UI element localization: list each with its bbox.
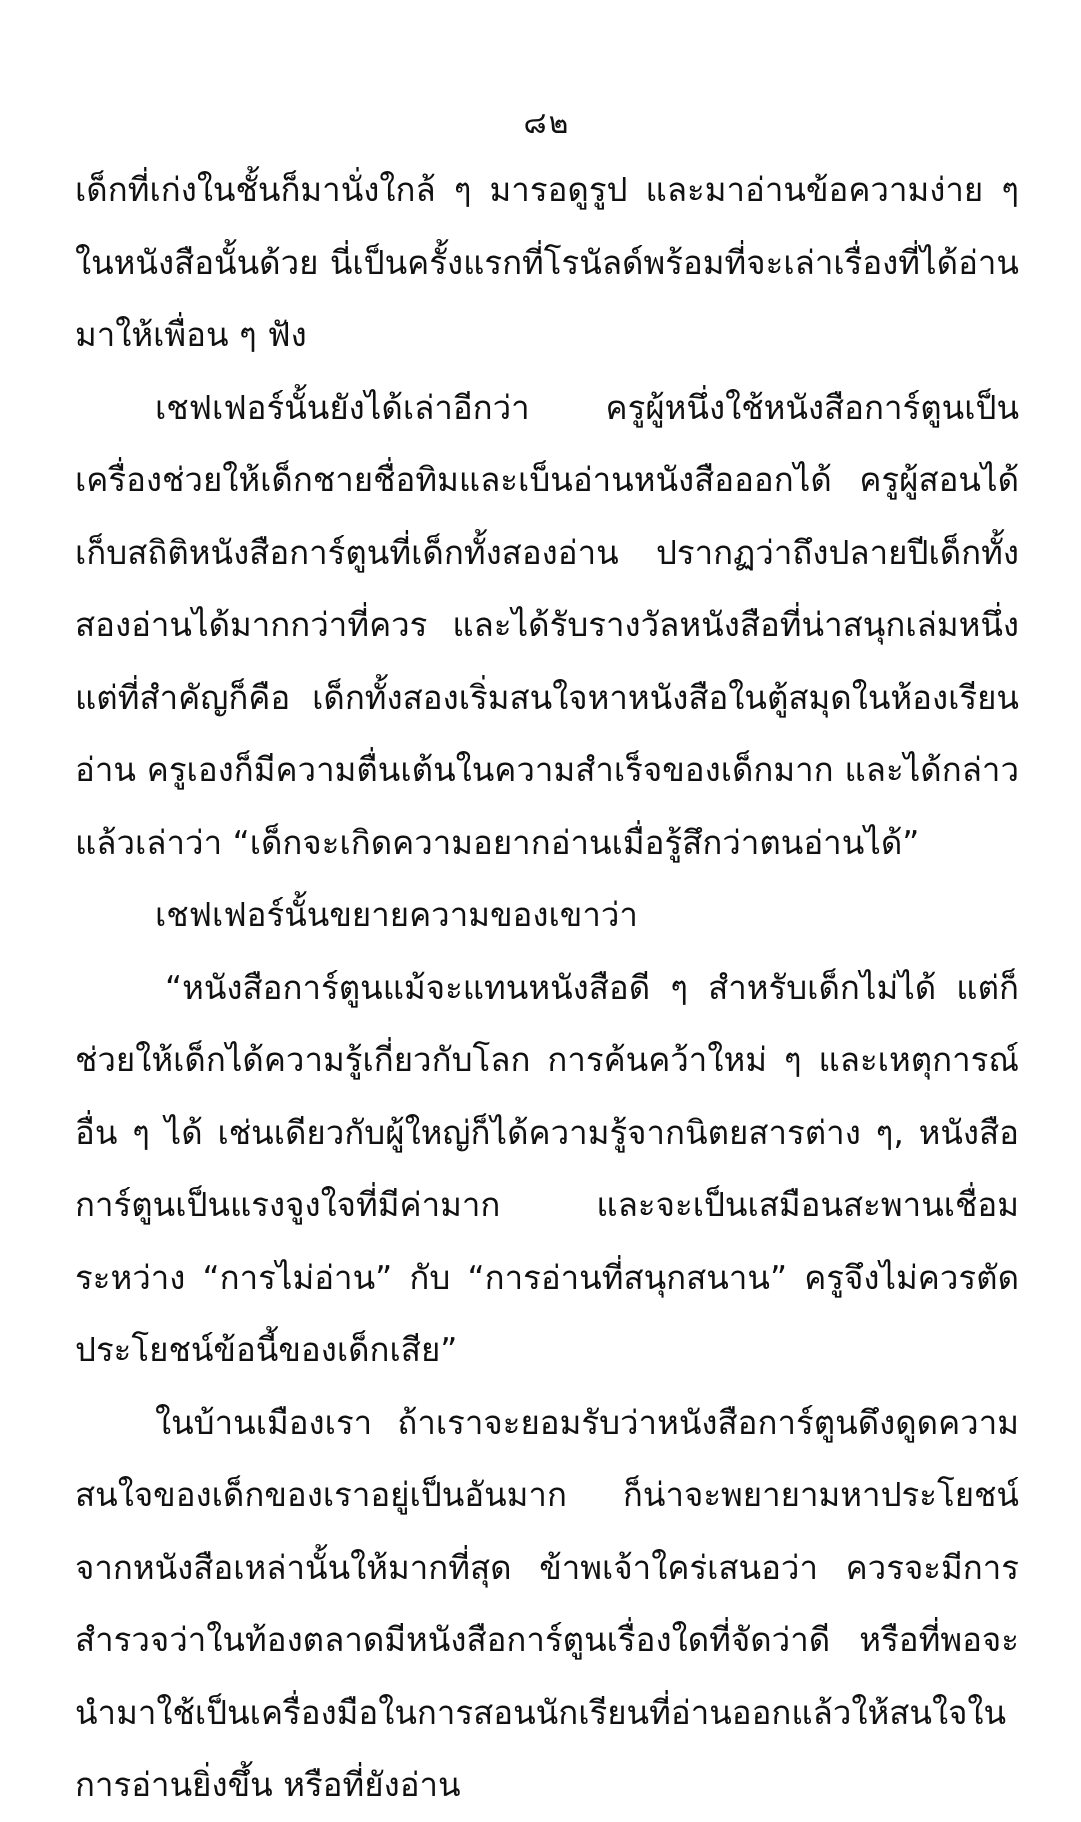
paragraph-quotation: “หนังสือการ์ตูนแม้จะแทนหนังสือดี ๆ สำหรับเด็กไม่ได้ แต่ก็ช่วยให้เด็กได้ความรู้เกี่ยวกับโลก การค้นคว้าใหม่ ๆ และเหตุการณ์อื่น ๆ ได้ เช่นเดียวกับผู้ใหญ่ก็ได้ความรู้จากนิตยสารต่าง ๆ, หนังสือการ์ตูนเป็นแรงจูงใจที่มีค่ามาก และจะเป็นเสมือนสะพานเชื่อมระหว่าง “การไม่อ่าน” กับ “การอ่านที่สนุกสนาน” ครูจึงไม่ควรตัดประโยชน์ข้อนี้ของเด็กเสีย” — [75, 967, 1019, 1369]
paragraph-cartoon-teacher: เชฟเฟอร์นั้นยังได้เล่าอีกว่า ครูผู้หนึ่งใช้หนังสือการ์ตูนเป็นเครื่องช่วยให้เด็กชายชื่อทิมและเบ็นอ่านหนังสือออกได้ ครูผู้สอนได้เก็บสถิติหนังสือการ์ตูนที่เด็กทั้งสองอ่าน ปรากฏว่าถึงปลายปีเด็กทั้งสองอ่านได้มากกว่าที่ควร และได้รับรางวัลหนังสือที่น่าสนุกเล่มหนึ่ง แต่ที่สำคัญก็คือ เด็กทั้งสองเริ่มสนใจหาหนังสือในตู้สมุดในห้องเรียนอ่าน ครูเองก็มีความตื่นเต้นในความสำเร็จของเด็กมาก และได้กล่าวแล้วเล่าว่า “เด็กจะเกิดความอยากอ่านเมื่อรู้สึกว่าตนอ่านได้” — [75, 387, 1019, 862]
page-number: ๘๒ — [523, 106, 571, 141]
paragraph-schaefer-explains: เชฟเฟอร์นั้นขยายความของเขาว่า — [155, 895, 638, 934]
paragraph-continuation: เด็กที่เก่งในชั้นก็มานั่งใกล้ ๆ มารอดูรูป และมาอ่านข้อความง่าย ๆ ในหนังสือนั้นด้วย นี่เป็นครั้งแรกที่โรนัลด์พร้อมที่จะเล่าเรื่องที่ได้อ่านมาให้เพื่อน ๆ ฟัง — [75, 170, 1019, 354]
paragraph-our-country: ในบ้านเมืองเรา ถ้าเราจะยอมรับว่าหนังสือการ์ตูนดึงดูดความสนใจของเด็กของเราอยู่เป็นอันมาก ก็น่าจะพยายามหาประโยชน์จากหนังสือเหล่านั้นให้มากที่สุด ข้าพเจ้าใคร่เสนอว่า ควรจะมีการสำรวจว่าในท้องตลาดมีหนังสือการ์ตูนเรื่องใดที่จัดว่าดี หรือที่พอจะนำมาใช้เป็นเครื่องมือในการสอนนักเรียนที่อ่านออกแล้วให้สนใจในการอ่านยิ่งขึ้น หรือที่ยังอ่าน — [75, 1402, 1019, 1804]
